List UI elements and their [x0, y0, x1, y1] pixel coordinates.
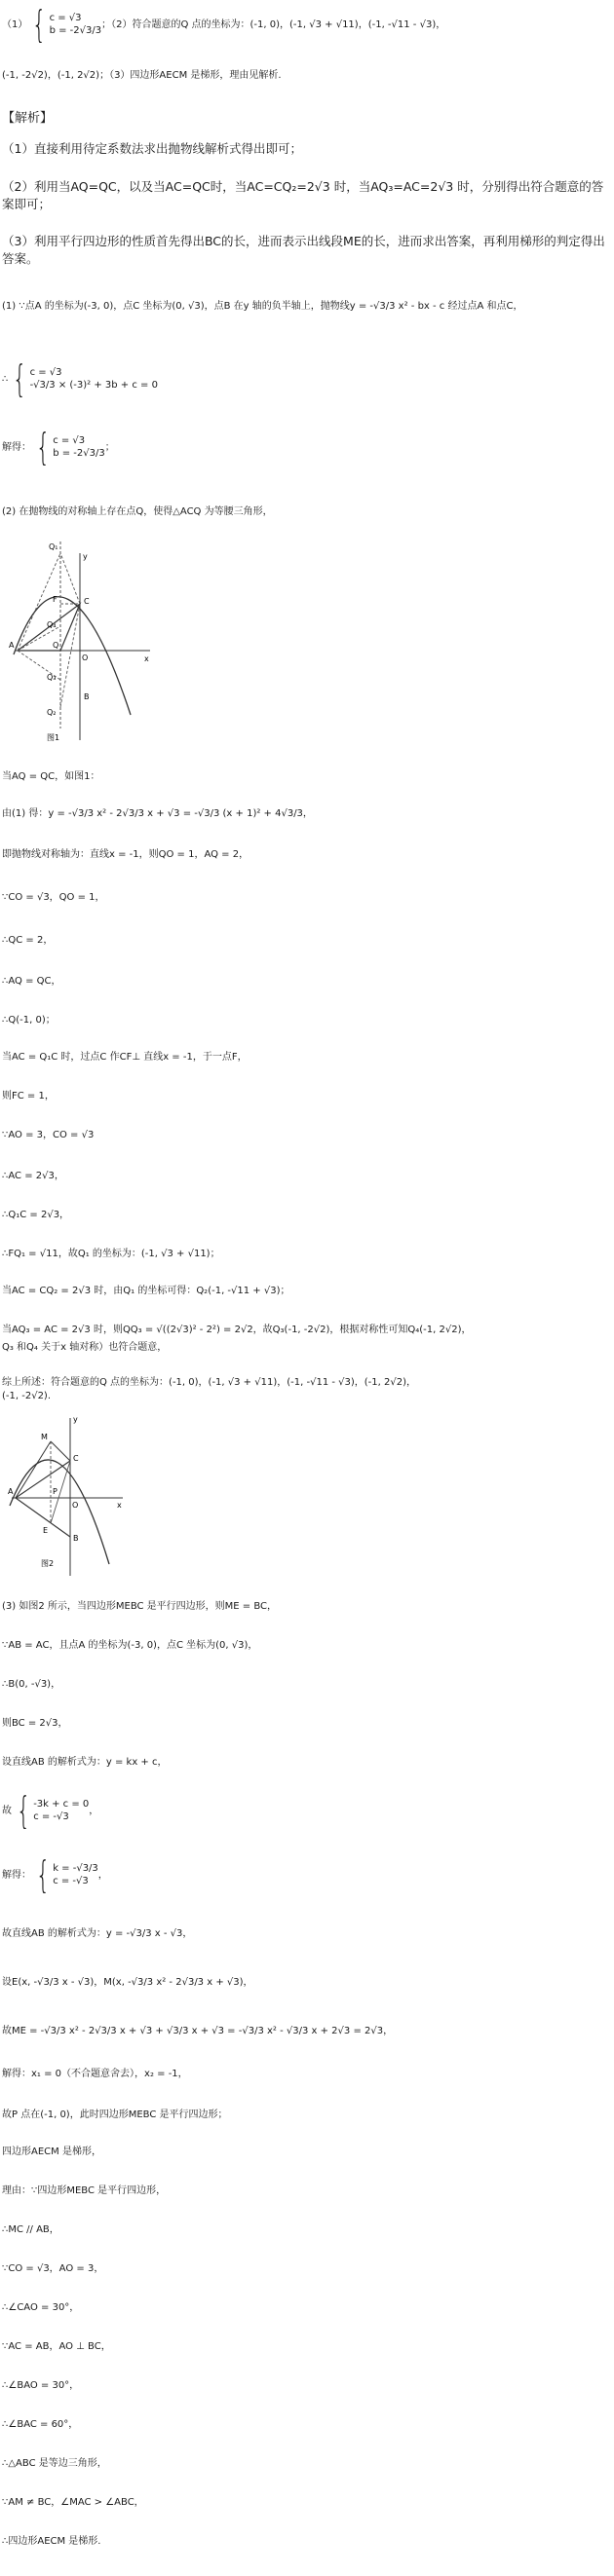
part1-eq-bottom: -√3/3 × (-3)² + 3b + c = 0 [29, 380, 158, 391]
part2-intro: (2) 在抛物线的对称轴上存在点Q，使得△ACQ 为等腰三角形， [2, 506, 273, 517]
fig1-line-cq1 [60, 553, 80, 604]
part3-t15: ∴MC // AB， [2, 2224, 59, 2235]
part3-t6-suffix: ， [89, 1806, 99, 1816]
part3-t6 [2, 1792, 608, 1829]
part3-t7-suffix: ， [97, 1870, 108, 1881]
fig2-label-e: E [43, 1526, 49, 1535]
part2-s17: 综上所述：符合题意的Q 点的坐标为：(-1, 0)，(-1, √3 + √11)，(-1, -√11 - √3)，(-1, 2√2)， [2, 1377, 417, 1388]
part2-s18: (-1, -2√2). [2, 1391, 52, 1401]
part3-t4: 则BC = 2√3， [2, 1718, 68, 1729]
part3-t6-brace: { [16, 1792, 31, 1829]
part3-t7-brace: { [35, 1856, 51, 1893]
part2-s7: ∴Q(-1, 0)； [2, 1015, 56, 1026]
fig2-line-ac [16, 1461, 70, 1498]
part2-s4: ∵CO = √3，QO = 1， [2, 892, 105, 903]
part3-t7-system [53, 1862, 98, 1887]
part2-s5: ∴QC = 2， [2, 935, 54, 946]
part3-t12: 故P 点在(-1, 0)，此时四边形MEBC 是平行四边形； [2, 2109, 228, 2120]
fig2-label-c: C [73, 1454, 79, 1463]
part1-intro: (1) ∵点A 的坐标为(-3, 0)，点C 坐标为(0, √3)，点B 在y 轴的负半轴上，抛物线y = -√3/3 x² - bx - c 经过点A 和点C， [2, 301, 523, 312]
fig2-label-o: O [72, 1501, 79, 1510]
fig1-label-o: O [82, 653, 89, 662]
fig2-line-am [16, 1441, 51, 1498]
fig2-label-y: y [73, 1415, 78, 1424]
fig1-label-y: y [83, 552, 88, 561]
part1-solution [2, 429, 608, 466]
part2-s15: 当AQ₃ = AC = 2√3 时，则QQ₃ = √((2√3)² - 2²) = 2√2，故Q₃(-1, -2√2)，根据对称性可知Q₄(-1, 2√2)， [2, 1325, 472, 1335]
fig1-label-q2: Q₂ [47, 708, 57, 717]
part3-t20: ∴∠BAC = 60°， [2, 2419, 79, 2430]
part3-t8: 故直线AB 的解析式为：y = -√3/3 x - √3， [2, 1928, 193, 1939]
answer-b-eq: b = -2√3/3 [49, 25, 102, 36]
part3-t14: 理由：∵四边形MEBC 是平行四边形， [2, 2185, 167, 2196]
part3-t7 [2, 1856, 608, 1893]
part2-s2: 由(1) 得：y = -√3/3 x² - 2√3/3 x + √3 = -√3/3 (x + 1)² + 4√3/3， [2, 808, 313, 819]
fig2-caption: 图2 [41, 1559, 55, 1568]
part3-t1: (3) 如图2 所示，当四边形MEBC 是平行四边形，则ME = BC， [2, 1601, 278, 1612]
part2-s16: Q₃ 和Q₄ 关于x 轴对称）也符合题意， [2, 1342, 168, 1353]
part1-sol-brace: { [35, 429, 51, 466]
fig1-parabola [14, 597, 131, 715]
fig2-label-p: P [53, 1487, 58, 1496]
part3-t17: ∴∠CAO = 30°， [2, 2302, 80, 2313]
part3-t21: ∴△ABC 是等边三角形， [2, 2458, 107, 2469]
part3-t19: ∴∠BAO = 30°， [2, 2380, 80, 2391]
fig1-label-f: F [53, 595, 58, 604]
fig2-label-m: M [41, 1433, 48, 1441]
fig1-label-q3: Q₃ [47, 673, 57, 682]
part3-t5: 设直线AB 的解析式为：y = kx + c， [2, 1757, 168, 1768]
fig1-label-b: B [84, 692, 90, 701]
part3-t22: ∵AM ≠ BC，∠MAC > ∠ABC， [2, 2497, 144, 2508]
figure-2 [8, 1412, 125, 1583]
part2-s11: ∴AC = 2√3， [2, 1171, 64, 1181]
answer-system [50, 12, 102, 37]
answer-part2-text: ；（2）符合题意的Q 点的坐标为：(-1, 0)，(-1, √3 + √11)，(-1, -√11 - √3)， [101, 19, 446, 30]
part2-s6: ∴AQ = QC， [2, 976, 61, 987]
answer-c-eq: c = √3 [49, 13, 82, 23]
part3-t6-top: -3k + c = 0 [33, 1799, 90, 1810]
part2-s12: ∴Q₁C = 2√3， [2, 1210, 70, 1220]
fig1-label-q: Q [53, 641, 59, 650]
fig2-line-mc [51, 1441, 70, 1461]
fig2-label-x: x [117, 1501, 122, 1510]
fig2-label-b: B [73, 1534, 79, 1543]
part2-s8: 当AC = Q₁C 时，过点C 作CF⊥ 直线x = -1，于一点F， [2, 1052, 248, 1063]
fig2-label-a: A [8, 1487, 14, 1496]
answer-part1-label: （1） [2, 19, 28, 30]
part1-brace: { [13, 360, 27, 397]
part3-t9: 设E(x, -√3/3 x - √3)，M(x, -√3/3 x² - 2√3/3 x + √3)， [2, 1977, 253, 1988]
analysis-p2: （2）利用当AQ=QC，以及当AC=QC时，当AC=CQ₂=2√3 时，当AQ₃=AC=2√3 时，分别得出符合题意的答案即可； [2, 179, 604, 211]
part2-s13: ∴FQ₁ = √11，故Q₁ 的坐标为：(-1, √3 + √11)； [2, 1249, 220, 1259]
answer-brace: { [32, 6, 47, 43]
analysis-heading: 【解析】 [2, 111, 54, 126]
fig1-label-x: x [144, 654, 149, 663]
part1-therefore: ∴ [2, 374, 9, 385]
part3-t10: 故ME = -√3/3 x² - 2√3/3 x + √3 + √3/3 x + √3 = -√3/3 x² - √3/3 x + 2√3 = 2√3， [2, 2026, 394, 2036]
part3-t6-prefix: 故 [2, 1806, 12, 1816]
part3-t18: ∵AC = AB，AO ⊥ BC， [2, 2341, 111, 2352]
part1-equations [30, 366, 158, 392]
part3-t2: ∵AB = AC，且点A 的坐标为(-3, 0)，点C 坐标为(0, √3)， [2, 1640, 258, 1651]
fig1-line-cq2 [60, 604, 80, 707]
fig1-label-q4: Q₄ [47, 620, 57, 629]
part3-t23: ∴四边形AECM 是梯形. [2, 2536, 101, 2547]
part3-t13: 四边形AECM 是梯形， [2, 2147, 101, 2157]
part3-t16: ∵CO = √3，AO = 3， [2, 2263, 104, 2274]
part1-solve-label: 解得： [2, 442, 31, 453]
part3-t6-bottom: c = -√3 [33, 1811, 69, 1822]
part3-t7-prefix: 解得： [2, 1870, 31, 1881]
part1-sol-values [53, 434, 105, 460]
figure-1 [8, 534, 154, 758]
part3-t7-bottom: c = -√3 [53, 1876, 89, 1886]
analysis-p1: （1）直接利用待定系数法求出抛物线解析式得出即可； [2, 141, 302, 156]
part1-eq-top: c = √3 [29, 367, 62, 378]
part3-t3: ∴B(0, -√3)， [2, 1679, 61, 1690]
answer-line-2: (-1, -2√2)，(-1, 2√2)；（3）四边形AECM 是梯形，理由见解析. [2, 70, 282, 81]
fig1-caption: 图1 [47, 733, 60, 742]
answer-line-1 [2, 6, 608, 43]
part3-t6-system [33, 1798, 89, 1823]
part1-sol-suffix: ； [104, 442, 115, 453]
part2-s1: 当AQ = QC，如图1： [2, 771, 100, 782]
fig1-label-c: C [84, 597, 90, 606]
analysis-p3: （3）利用平行四边形的性质首先得出BC的长，进而表示出线段ME的长，进而求出答案，再利用梯形的判定得出答案。 [2, 234, 605, 266]
part2-s3: 即抛物线对称轴为：直线x = -1，则QO = 1，AQ = 2， [2, 849, 249, 860]
fig1-label-a: A [9, 641, 15, 650]
fig1-label-q1: Q₁ [49, 542, 58, 551]
part2-s14: 当AC = CQ₂ = 2√3 时，由Q₁ 的坐标可得：Q₂(-1, -√11 + √3)； [2, 1286, 290, 1296]
part2-s10: ∵AO = 3，CO = √3 [2, 1130, 95, 1140]
fig2-parabola [10, 1460, 109, 1564]
part1-system [2, 360, 608, 397]
part1-sol-c: c = √3 [53, 435, 86, 446]
part1-sol-b: b = -2√3/3 [53, 448, 105, 459]
part2-s9: 则FC = 1， [2, 1091, 55, 1101]
part3-t11: 解得：x₁ = 0（不合题意舍去），x₂ = -1， [2, 2069, 188, 2079]
part3-t7-top: k = -√3/3 [53, 1863, 98, 1874]
